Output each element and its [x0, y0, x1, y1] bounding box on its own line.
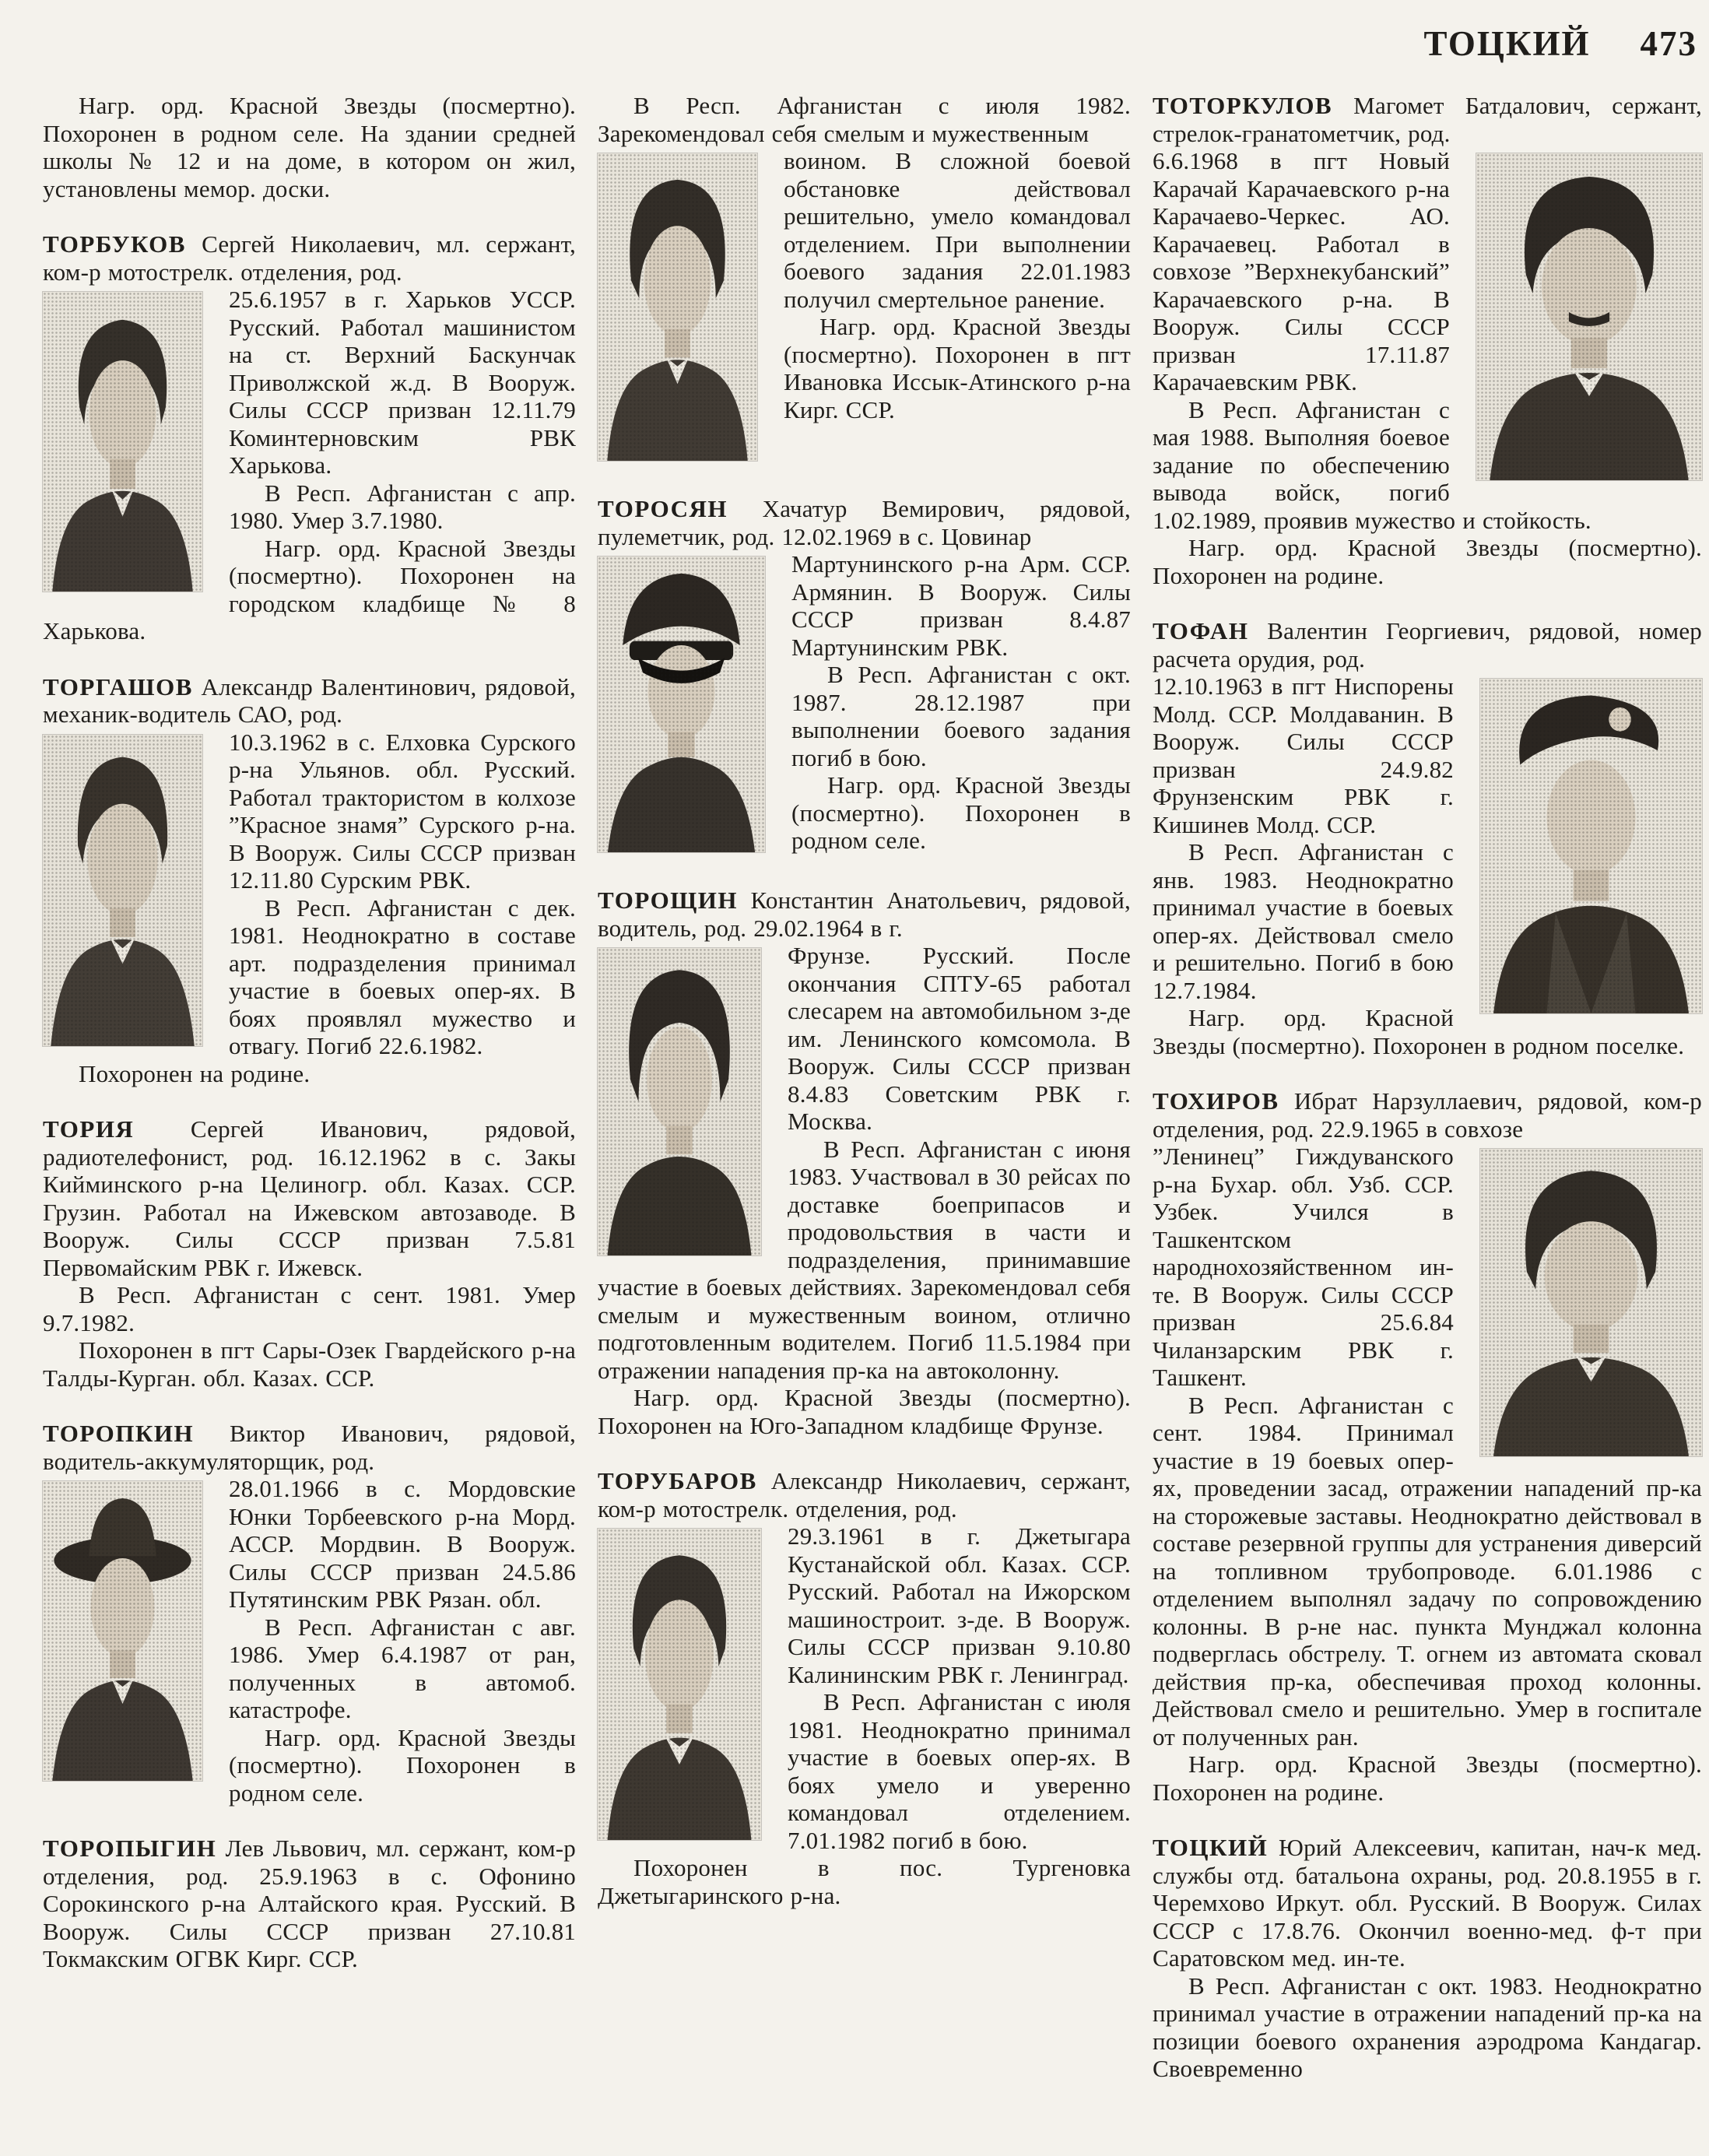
portrait-photo-totorkulov	[1476, 153, 1702, 480]
portrait-photo-tofan	[1480, 679, 1702, 1013]
running-head-title: ТОЦКИЙ	[1423, 24, 1591, 63]
entry-paragraph: В Респ. Афганистан с апр. 1980. Умер 3.7.1980.	[229, 479, 576, 534]
entry-intro-text: Юрий Алексеевич, капитан, нач-к мед. службы отд. батальона охраны, род. 20.8.1955 в г. Черемхово Иркут. обл. Русский. В Вооруж. Силах СССР с 17.8.76. Окончил военно-мед. ф-т при Саратовском мед. ин-те.	[1153, 1834, 1702, 1972]
portrait-silhouette	[43, 292, 202, 592]
portrait-silhouette	[43, 735, 202, 1046]
entry-paragraph: В Респ. Афганистан с окт. 1983. Неоднократно принимал участие в отражении нападений пр-ка на позиции боевого охранения аэродрома Кандагар. Своевременно	[1153, 1972, 1702, 2082]
surname: ТОРОПКИН	[43, 1420, 195, 1447]
entry-intro-text: Сергей Николаевич, мл. сержант, ком-р мотострелк. отделения, род.	[43, 230, 576, 286]
entry-paragraph: В Респ. Афганистан с окт. 1987. 28.12.1987 при выполнении боевого задания погиб в бою.	[791, 661, 1131, 771]
surname: ТОРОПЫГИН	[43, 1835, 217, 1862]
entry-intro-text: Александр Николаевич, сержант, ком-р мотострелк. отделения, род.	[598, 1467, 1131, 1522]
entry-paragraph: Нагр. орд. Красной Звезды (посмертно). Похоронен на городском кладбище № 8 Харькова.	[43, 534, 576, 644]
entry-opening	[1153, 92, 1702, 147]
entry-paragraph: В Респ. Афганистан с сент. 1984. Принимал участие в 19 боевых опер-ях, проведении засад, отражении нападений пр-ка на сторожевые заставы. Неоднократно действовал в составе резервной группы для устранения диверсий на топливном трубопроводе. 6.01.1986 с отделением выполнял задачу по сопровождению колонны. В р-не нас. пункта Мунджал колонна подверглась обстрелу. Т. огнем из автомата сковал действия пр-ка, обеспечивая проход колонны. Действовал смело и решительно. Умер в госпитале от полученных ран.	[1153, 1391, 1702, 1750]
running-head	[43, 0, 1702, 64]
entry-paragraph: В Респ. Афганистан с янв. 1983. Неоднократно принимал участие в боевых опер-ях. Действовал смело и решительно. Погиб в бою 12.7.1984.	[1153, 838, 1454, 1004]
entry-paragraph: 29.3.1961 в г. Джетыгара Кустанайской обл. Казах. ССР. Русский. Работал на Ижорском машиностроит. з-де. В Вооруж. Силы СССР призван 9.10.80 Калининским РВК г. Ленинград.	[788, 1522, 1131, 1688]
surname: ТОРОЩИН	[598, 887, 739, 914]
entry-paragraph: В Респ. Афганистан с сент. 1981. Умер 9.7.1982.	[43, 1281, 576, 1336]
entry-torubarov	[598, 1467, 1131, 1909]
page-number: 473	[1640, 24, 1697, 63]
portrait-photo-torbukov	[43, 292, 202, 592]
entry-paragraph: 28.01.1966 в с. Мордовские Юнки Торбеевского р-на Морд. АССР. Мордвин. В Вооруж. Силы СССР призван 24.5.86 Путятинским РВК Рязан. обл.	[229, 1475, 576, 1613]
entry-paragraph: В Респ. Афганистан с июля 1981. Неоднократно принимал участие в боевых опер-ях. В боях умело и уверенно командовал отделением. 7.01.1982 погиб в бою.	[788, 1688, 1131, 1854]
entry-toropygin-continuation	[598, 92, 1131, 467]
entry-paragraph: Нагр. орд. Красной Звезды (посмертно). Похоронен в пгт Ивановка Иссык-Атинского р-на Кирг. ССР.	[784, 313, 1131, 423]
entry-opening	[1153, 617, 1702, 672]
entry-paragraph: Похоронен в пос. Тургеновка Джетыгаринского р-на.	[598, 1854, 1131, 1909]
surname: ТОТОРКУЛОВ	[1153, 92, 1333, 119]
entry-paragraph: В Респ. Афганистан с дек. 1981. Неоднократно в составе арт. подразделения принимал участие в боевых опер-ях. В боях проявлял мужество и отвагу. Погиб 22.6.1982.	[229, 894, 576, 1059]
surname: ТОРУБАРОВ	[598, 1467, 757, 1494]
entry-paragraph: 12.10.1963 в пгт Ниспорены Молд. ССР. Молдаванин. В Вооруж. Силы СССР призван 24.9.82 Фрунзенским РВК г. Кишинев Молд. ССР.	[1153, 672, 1454, 838]
entry-intro-text: Ибрат Нарзуллаевич, рядовой, ком-р отделения, род. 22.9.1965 в совхозе	[1153, 1087, 1702, 1143]
entry-paragraph: В Респ. Афганистан с июня 1983. Участвовал в 30 рейсах по доставке боеприпасов и продовольствия в части и подразделения, принимавшие участие в боевых действиях. Зарекомендовал себя смелым и мужественным воином, отлично подготовленным водителем. Погиб 11.5.1984 при отражении нападения пр-ка на автоколонну.	[598, 1135, 1131, 1384]
entry-torbukov	[43, 230, 576, 645]
portrait-silhouette-beret	[1480, 679, 1702, 1013]
portrait-photo-toropkin	[43, 1481, 202, 1781]
entry-toriya	[43, 1115, 576, 1392]
entry-intro-text: Хачатур Вемирович, рядовой, пулеметчик, род. 12.02.1969 в с. Цовинар	[598, 495, 1131, 550]
entry-paragraph: Нагр. орд. Красной Звезды (посмертно). Похоронен на родине.	[1153, 1750, 1702, 1806]
entry-intro-text: Лев Львович, мл. сержант, ком-р отделения, род. 25.9.1963 в с. Офонино Сорокинского р-на Алтайского края. Русский. В Вооруж. Силы СССР призван 27.10.81 Токмакским ОГВК Кирг. ССР.	[43, 1835, 576, 1972]
entry-paragraph: Похоронен на родине.	[79, 1059, 311, 1087]
entry-paragraph: Нагр. орд. Красной Звезды (посмертно). Похоронен на родине.	[1153, 534, 1702, 589]
entry-paragraph: Фрунзе. Русский. После окончания СПТУ-65 работал слесарем на автомобильном з-де им. Ленинского комсомола. В Вооруж. Силы СССР призван 8.4.83 Советским РВК г. Москва.	[788, 942, 1131, 1135]
entry-paragraph: Нагр. орд. Красной Звезды (посмертно). Похоронен в родном поселке.	[1153, 1004, 1685, 1059]
entry-opening	[598, 1467, 1131, 1522]
portrait-silhouette	[598, 153, 757, 461]
entry-paragraph: ”Ленинец” Гиждуванского р-на Бухар. обл. Узб. ССР. Узбек. Учился в Ташкентском народнохозяйственном ин-те. В Вооруж. Силы СССР призван 25.6.84 Чиланзарским РВК г. Ташкент.	[1153, 1143, 1454, 1391]
column-3	[1153, 92, 1702, 2083]
entry-opening	[598, 495, 1131, 550]
entry-tokhirov	[1153, 1087, 1702, 1806]
entry-torosyan	[598, 495, 1131, 859]
entry-paragraph: Нагр. орд. Красной Звезды (посмертно). Похоронен на Юго-Западном кладбище Фрунзе.	[598, 1384, 1131, 1439]
entry-intro-text: Александр Валентинович, рядовой, механик-водитель САО, род.	[43, 672, 576, 728]
entry-totorkulov	[1153, 92, 1702, 589]
entry-paragraph: Нагр. орд. Красной Звезды (посмертно). Похоронен в родном селе. На здании средней школы № 12 и на доме, в котором он жил, установлены мемор. доски.	[43, 92, 576, 202]
entry-torgashov	[43, 673, 576, 1088]
entry-opening	[43, 230, 576, 286]
portrait-silhouette	[598, 1529, 761, 1840]
surname: ТОЦКИЙ	[1153, 1834, 1269, 1861]
entry-toropygin	[43, 1835, 576, 1973]
entry-paragraph: Нагр. орд. Красной Звезды (посмертно). Похоронен в родном селе.	[229, 1723, 576, 1807]
entry-paragraph: воином. В сложной боевой обстановке действовал решительно, умело командовал отделением. При выполнении боевого задания 22.01.1983 получил смертельное ранение.	[784, 147, 1131, 313]
entry-intro-text: Виктор Иванович, рядовой, водитель-аккумуляторщик, род.	[43, 1420, 576, 1475]
surname: ТОФАН	[1153, 617, 1249, 644]
portrait-silhouette-military-cap	[598, 557, 765, 852]
entry-paragraph: В Респ. Афганистан с мая 1988. Выполняя боевое задание по обеспечению вывода войск, погиб 1.02.1989, проявив мужество и стойкость.	[1153, 395, 1591, 534]
entry-paragraph: В Респ. Афганистан с авг. 1986. Умер 6.4.1987 от ран, полученных в автомоб. катастрофе.	[229, 1613, 576, 1723]
text-columns	[43, 92, 1702, 2083]
portrait-silhouette-mustache	[1476, 153, 1702, 480]
entry-opening	[1153, 1087, 1702, 1143]
column-2	[598, 92, 1131, 2083]
entry-opening	[1153, 1834, 1702, 1972]
entry-paragraph: В Респ. Афганистан с июля 1982. Зарекомендовал себя смелым и мужественным	[598, 92, 1131, 147]
entry-tofan	[1153, 617, 1702, 1059]
surname: ТОРОСЯН	[598, 495, 728, 522]
entry-opening	[43, 673, 576, 729]
surname: ТОХИРОВ	[1153, 1087, 1279, 1115]
surname: ТОРБУКОВ	[43, 230, 186, 258]
portrait-silhouette	[1480, 1149, 1702, 1456]
portrait-silhouette-hat	[43, 1481, 202, 1781]
surname: ТОРГАШОВ	[43, 672, 193, 701]
entry-intro-text: Константин Анатольевич, рядовой, водитель, род. 29.02.1964 в г.	[598, 887, 1131, 942]
entry-opening	[43, 1115, 576, 1281]
entry-toroshchin	[598, 887, 1131, 1439]
entry-intro-text: Магомет Батдалович, сержант, стрелок-гранатометчик, род.	[1153, 92, 1702, 147]
portrait-photo-tokhirov	[1480, 1149, 1702, 1456]
portrait-photo-toroshchin	[598, 948, 761, 1255]
portrait-photo-toropygin	[598, 153, 757, 461]
portrait-photo-torosyan	[598, 557, 765, 852]
entry-paragraph: 10.3.1962 в с. Елховка Сурского р-на Ульянов. обл. Русский. Работал трактористом в колхозе ”Красное знамя” Сурского р-на. В Вооруж. Силы СССР призван 12.11.80 Сурским РВК.	[229, 728, 576, 894]
entry-paragraph: 6.6.1968 в пгт Новый Карачай Карачаевского р-на Карачаево-Черкес. АО. Карачаевец. Работал в совхозе ”Верхнекубанский” Карачаевского р-на. В Вооруж. Силы СССР призван 17.11.87 Карачаевским РВК.	[1153, 147, 1450, 395]
entry-opening	[43, 1835, 576, 1973]
entry-paragraph: Мартунинского р-на Арм. ССР. Армянин. В Вооруж. Силы СССР призван 8.4.87 Мартунинским РВК.	[791, 550, 1131, 661]
surname: ТОРИЯ	[43, 1115, 135, 1143]
entry-continuation-prev-page	[43, 92, 576, 202]
entry-opening	[43, 1420, 576, 1475]
portrait-photo-torgashov	[43, 735, 202, 1046]
entry-totskiy	[1153, 1834, 1702, 2083]
entry-paragraph: Похоронен в пгт Сары-Озек Гвардейского р-на Талды-Курган. обл. Казах. ССР.	[43, 1336, 576, 1392]
entry-intro-text: Сергей Иванович, рядовой, радиотелефонист, род. 16.12.1962 в с. Закы Кийминского р-на Целиногр. обл. Казах. ССР. Грузин. Работал на Ижевском автозаводе. В Вооруж. Силы СССР призван 7.5.81 Первомайским РВК г. Ижевск.	[43, 1115, 576, 1281]
portrait-silhouette	[598, 948, 761, 1255]
entry-intro-text: Валентин Георгиевич, рядовой, номер расчета орудия, род.	[1153, 617, 1702, 672]
column-1	[43, 92, 576, 2083]
entry-paragraph: 25.6.1957 в г. Харьков УССР. Русский. Работал машинистом на ст. Верхний Баскунчак Приволжской ж.д. В Вооруж. Силы СССР призван 12.11.79 Коминтерновским РВК Харькова.	[229, 286, 576, 479]
portrait-photo-torubarov	[598, 1529, 761, 1840]
entry-opening	[598, 887, 1131, 942]
entry-toropkin	[43, 1420, 576, 1807]
entry-paragraph: Нагр. орд. Красной Звезды (посмертно). Похоронен в родном селе.	[791, 771, 1131, 854]
